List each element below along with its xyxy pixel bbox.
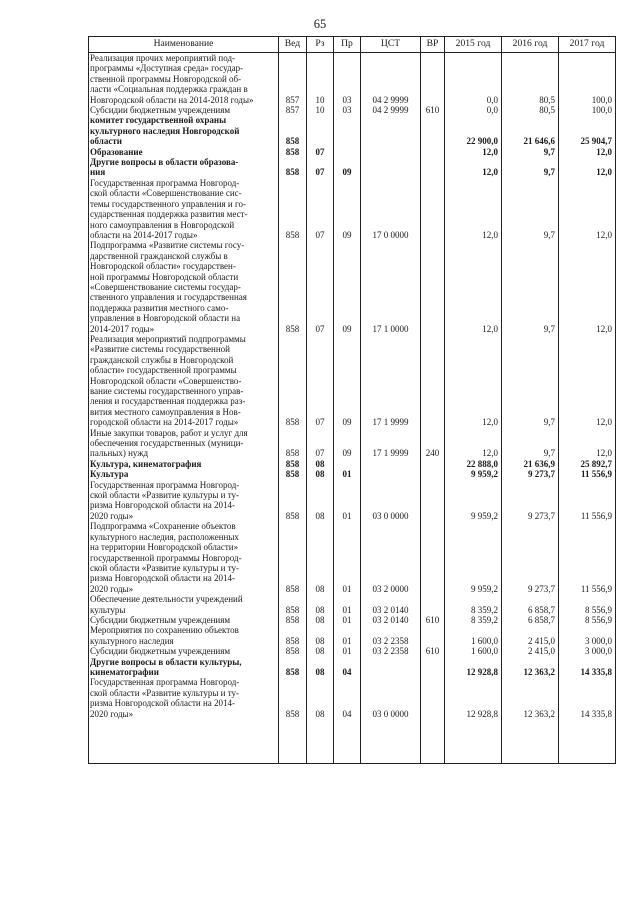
row-2016: 2 415,0: [502, 646, 559, 656]
row-vr: [421, 147, 445, 157]
page-number: 65: [313, 17, 327, 31]
row-rz: 07: [307, 428, 334, 459]
row-pr: 03: [334, 53, 361, 106]
row-name: Субсидии бюджетным учреждениям: [89, 646, 279, 656]
row-ved: 858: [279, 657, 307, 678]
row-2017: 12,0: [559, 428, 616, 459]
table-row: [89, 594, 616, 615]
row-name: комитет государственной охраны культурного наследия Новгородской области: [89, 115, 279, 146]
row-cst: 17 1 9999: [361, 428, 421, 459]
header-2017: 2017 год: [559, 37, 616, 53]
row-name: Иные закупки товаров, работ и услуг для обеспечения государственных (муници- пальных) нужд: [89, 428, 279, 459]
row-name: Мероприятия по сохранению объектов культурного наследия: [89, 625, 279, 646]
empty-cell: [502, 719, 559, 764]
row-2016: 80,5: [502, 105, 559, 115]
row-2017: 12,0: [559, 334, 616, 428]
row-ved: 858: [279, 480, 307, 522]
header-rz: Рз: [307, 37, 334, 53]
row-2017: 8 556,9: [559, 594, 616, 615]
row-2017: 12,0: [559, 178, 616, 240]
row-2017: 25 892,7: [559, 459, 616, 469]
row-name: Государственная программа Новгород- ской области «Совершенствование сис- темы государственного управления и го- сударственная поддержка развития мест- ного самоуправления в Новгородской области на 2014-2017 годы»: [89, 178, 279, 240]
row-2016: 21 636,9: [502, 459, 559, 469]
row-vr: [421, 469, 445, 479]
row-2015: 12,0: [445, 178, 502, 240]
row-2015: 12,0: [445, 157, 502, 178]
empty-cell: [89, 719, 279, 764]
row-2016: 80,5: [502, 53, 559, 106]
row-rz: 07: [307, 157, 334, 178]
row-vr: [421, 480, 445, 522]
table-row: [89, 625, 616, 646]
row-vr: [421, 178, 445, 240]
row-2015: 1 600,0: [445, 625, 502, 646]
row-2015: 1 600,0: [445, 646, 502, 656]
row-name: Культура: [89, 469, 279, 479]
row-2015: 0,0: [445, 53, 502, 106]
row-cst: [361, 657, 421, 678]
table-row: [89, 115, 616, 146]
row-vr: [421, 334, 445, 428]
row-name: Образование: [89, 147, 279, 157]
row-rz: 08: [307, 594, 334, 615]
row-name: Государственная программа Новгород- ской области «Развитие культуры и ту- ризма Новгородской области на 2014- 2020 годы»: [89, 480, 279, 522]
row-rz: 08: [307, 480, 334, 522]
row-cst: 03 2 0140: [361, 615, 421, 625]
row-name: Подпрограмма «Сохранение объектов культурного наследия, расположенных на территории Новгородской области» государственной программы Новгород- ской области «Развитие культуры и ту- ризма Новгородской области на 2014- 2020 годы»: [89, 521, 279, 594]
row-name: Другие вопросы в области образова- ния: [89, 157, 279, 178]
row-vr: [421, 657, 445, 678]
row-vr: [421, 594, 445, 615]
empty-cell: [559, 719, 616, 764]
row-2016: 12 363,2: [502, 677, 559, 719]
row-2015: 22 900,0: [445, 115, 502, 146]
row-2016: 9,7: [502, 157, 559, 178]
row-pr: 09: [334, 428, 361, 459]
row-2017: 25 904,7: [559, 115, 616, 146]
row-vr: [421, 53, 445, 106]
row-pr: [334, 147, 361, 157]
table-row: [89, 240, 616, 334]
row-pr: 04: [334, 677, 361, 719]
row-name: Культура, кинематография: [89, 459, 279, 469]
row-cst: [361, 157, 421, 178]
row-2017: 8 556,9: [559, 615, 616, 625]
header-cst: ЦСТ: [361, 37, 421, 53]
row-2016: 9 273,7: [502, 480, 559, 522]
row-2015: 9 959,2: [445, 480, 502, 522]
row-2015: 9 959,2: [445, 469, 502, 479]
table-row: [89, 657, 616, 678]
row-pr: 09: [334, 157, 361, 178]
row-2017: 12,0: [559, 157, 616, 178]
header-pr: Пр: [334, 37, 361, 53]
row-vr: [421, 240, 445, 334]
row-rz: 07: [307, 147, 334, 157]
row-cst: 17 1 9999: [361, 334, 421, 428]
row-name: Реализация прочих мероприятий под- программы «Доступная среда» государ- ственной программы Новгородской об- ласти «Социальная поддержка граждан в Новгородской области на 2014-2018 годы»: [89, 53, 279, 106]
row-cst: 03 2 0000: [361, 521, 421, 594]
row-ved: 858: [279, 594, 307, 615]
row-2016: 9,7: [502, 147, 559, 157]
header-name: Наименование: [89, 37, 279, 53]
row-vr: [421, 625, 445, 646]
header-ved: Вед: [279, 37, 307, 53]
row-ved: 857: [279, 105, 307, 115]
row-vr: 240: [421, 428, 445, 459]
header-vr: ВР: [421, 37, 445, 53]
row-2016: 9,7: [502, 428, 559, 459]
row-name: Государственная программа Новгород- ской области «Развитие культуры и ту- ризма Новгородской области на 2014- 2020 годы»: [89, 677, 279, 719]
row-vr: 610: [421, 105, 445, 115]
row-2015: 12 928,8: [445, 677, 502, 719]
row-ved: 858: [279, 615, 307, 625]
row-cst: [361, 115, 421, 146]
row-name: Обеспечение деятельности учреждений культуры: [89, 594, 279, 615]
row-rz: 08: [307, 646, 334, 656]
row-rz: 10: [307, 105, 334, 115]
row-pr: 09: [334, 178, 361, 240]
row-rz: 08: [307, 657, 334, 678]
row-2015: 12 928,8: [445, 657, 502, 678]
row-2017: 3 000,0: [559, 625, 616, 646]
row-pr: 01: [334, 521, 361, 594]
row-pr: 09: [334, 240, 361, 334]
row-pr: 01: [334, 480, 361, 522]
row-2015: 8 359,2: [445, 615, 502, 625]
row-2015: 12,0: [445, 147, 502, 157]
row-2017: 3 000,0: [559, 646, 616, 656]
empty-cell: [279, 719, 307, 764]
row-2015: 0,0: [445, 105, 502, 115]
table-row: [89, 469, 616, 479]
row-pr: [334, 115, 361, 146]
row-vr: [421, 459, 445, 469]
row-cst: [361, 147, 421, 157]
row-name: Субсидии бюджетным учреждениям: [89, 615, 279, 625]
row-vr: [421, 521, 445, 594]
row-pr: 04: [334, 657, 361, 678]
row-ved: 858: [279, 521, 307, 594]
row-pr: 09: [334, 334, 361, 428]
row-2016: 12 363,2: [502, 657, 559, 678]
empty-cell: [307, 719, 334, 764]
row-vr: [421, 157, 445, 178]
table-row: [89, 521, 616, 594]
row-pr: 01: [334, 469, 361, 479]
header-2016: 2016 год: [502, 37, 559, 53]
empty-cell: [334, 719, 361, 764]
row-ved: 858: [279, 646, 307, 656]
row-rz: 08: [307, 615, 334, 625]
row-2015: 8 359,2: [445, 594, 502, 615]
row-2015: 12,0: [445, 240, 502, 334]
row-pr: 01: [334, 594, 361, 615]
row-vr: 610: [421, 615, 445, 625]
row-2017: 12,0: [559, 147, 616, 157]
row-2016: 6 858,7: [502, 615, 559, 625]
row-2015: 12,0: [445, 428, 502, 459]
row-rz: 10: [307, 53, 334, 106]
row-name: Реализация мероприятий подпрограммы «Развитие системы государственной гражданской службы в Новгородской области» государственной программы Новгородской области «Совершенство- вание системы государственного управ- ления и государственная поддержка раз- вития местного самоуправления в Нов- городской области на 2014-2017 годы»: [89, 334, 279, 428]
row-2015: 9 959,2: [445, 521, 502, 594]
row-cst: 03 2 0140: [361, 594, 421, 615]
table-bottom-spacer: [89, 719, 616, 764]
row-2017: 100,0: [559, 105, 616, 115]
row-pr: [334, 459, 361, 469]
row-2017: 14 335,8: [559, 657, 616, 678]
row-cst: 03 2 2358: [361, 646, 421, 656]
row-cst: 17 0 0000: [361, 178, 421, 240]
table-row: [89, 147, 616, 157]
row-2015: 12,0: [445, 334, 502, 428]
row-pr: 01: [334, 646, 361, 656]
row-2016: 9,7: [502, 240, 559, 334]
row-2017: 14 335,8: [559, 677, 616, 719]
row-name: Другие вопросы в области культуры, кинематографии: [89, 657, 279, 678]
row-2017: 100,0: [559, 53, 616, 106]
row-vr: [421, 115, 445, 146]
row-rz: 07: [307, 334, 334, 428]
row-cst: 04 2 9999: [361, 105, 421, 115]
row-2017: 11 556,9: [559, 521, 616, 594]
row-pr: 03: [334, 105, 361, 115]
row-2016: 6 858,7: [502, 594, 559, 615]
row-ved: 858: [279, 147, 307, 157]
row-rz: 08: [307, 459, 334, 469]
table-row: [89, 53, 616, 106]
row-rz: 07: [307, 178, 334, 240]
row-2016: 2 415,0: [502, 625, 559, 646]
table-body: [89, 53, 616, 764]
row-cst: 03 2 2358: [361, 625, 421, 646]
row-vr: 610: [421, 646, 445, 656]
row-ved: 858: [279, 469, 307, 479]
row-pr: 01: [334, 625, 361, 646]
row-rz: [307, 115, 334, 146]
empty-cell: [361, 719, 421, 764]
table-row: [89, 615, 616, 625]
empty-cell: [445, 719, 502, 764]
row-ved: 858: [279, 677, 307, 719]
row-rz: 08: [307, 469, 334, 479]
row-ved: 858: [279, 115, 307, 146]
row-pr: 01: [334, 615, 361, 625]
table-row: [89, 646, 616, 656]
row-2017: 12,0: [559, 240, 616, 334]
empty-cell: [421, 719, 445, 764]
row-rz: 08: [307, 677, 334, 719]
row-cst: [361, 459, 421, 469]
row-name: Субсидии бюджетным учреждениям: [89, 105, 279, 115]
row-2017: 11 556,9: [559, 469, 616, 479]
row-rz: 08: [307, 625, 334, 646]
table-row: [89, 178, 616, 240]
row-cst: [361, 469, 421, 479]
table-header: [89, 37, 616, 53]
row-rz: 07: [307, 240, 334, 334]
table-row: [89, 459, 616, 469]
row-cst: 03 0 0000: [361, 480, 421, 522]
row-rz: 08: [307, 521, 334, 594]
row-cst: 04 2 9999: [361, 53, 421, 106]
table-row: [89, 677, 616, 719]
row-ved: 858: [279, 157, 307, 178]
row-2016: 9 273,7: [502, 469, 559, 479]
table-row: [89, 480, 616, 522]
row-cst: 03 0 0000: [361, 677, 421, 719]
row-ved: 857: [279, 53, 307, 106]
row-2016: 9,7: [502, 334, 559, 428]
budget-table: [88, 36, 616, 764]
row-2016: 21 646,6: [502, 115, 559, 146]
row-2015: 22 888,0: [445, 459, 502, 469]
table-row: [89, 334, 616, 428]
header-2015: 2015 год: [445, 37, 502, 53]
table-row: [89, 428, 616, 459]
row-ved: 858: [279, 625, 307, 646]
row-cst: 17 1 0000: [361, 240, 421, 334]
row-2016: 9,7: [502, 178, 559, 240]
row-name: Подпрограмма «Развитие системы госу- дарственной гражданской службы в Новгородской области» государствен- ной программы Новгородской области «Совершенствование системы государ- ственного управления и государственная поддержка развития местного само- управления в Новгородской области на 2014-2017 годы»: [89, 240, 279, 334]
row-ved: 858: [279, 459, 307, 469]
row-vr: [421, 677, 445, 719]
row-ved: 858: [279, 428, 307, 459]
row-ved: 858: [279, 178, 307, 240]
row-ved: 858: [279, 240, 307, 334]
row-ved: 858: [279, 334, 307, 428]
table-row: [89, 157, 616, 178]
row-2017: 11 556,9: [559, 480, 616, 522]
row-2016: 9 273,7: [502, 521, 559, 594]
table-row: [89, 105, 616, 115]
